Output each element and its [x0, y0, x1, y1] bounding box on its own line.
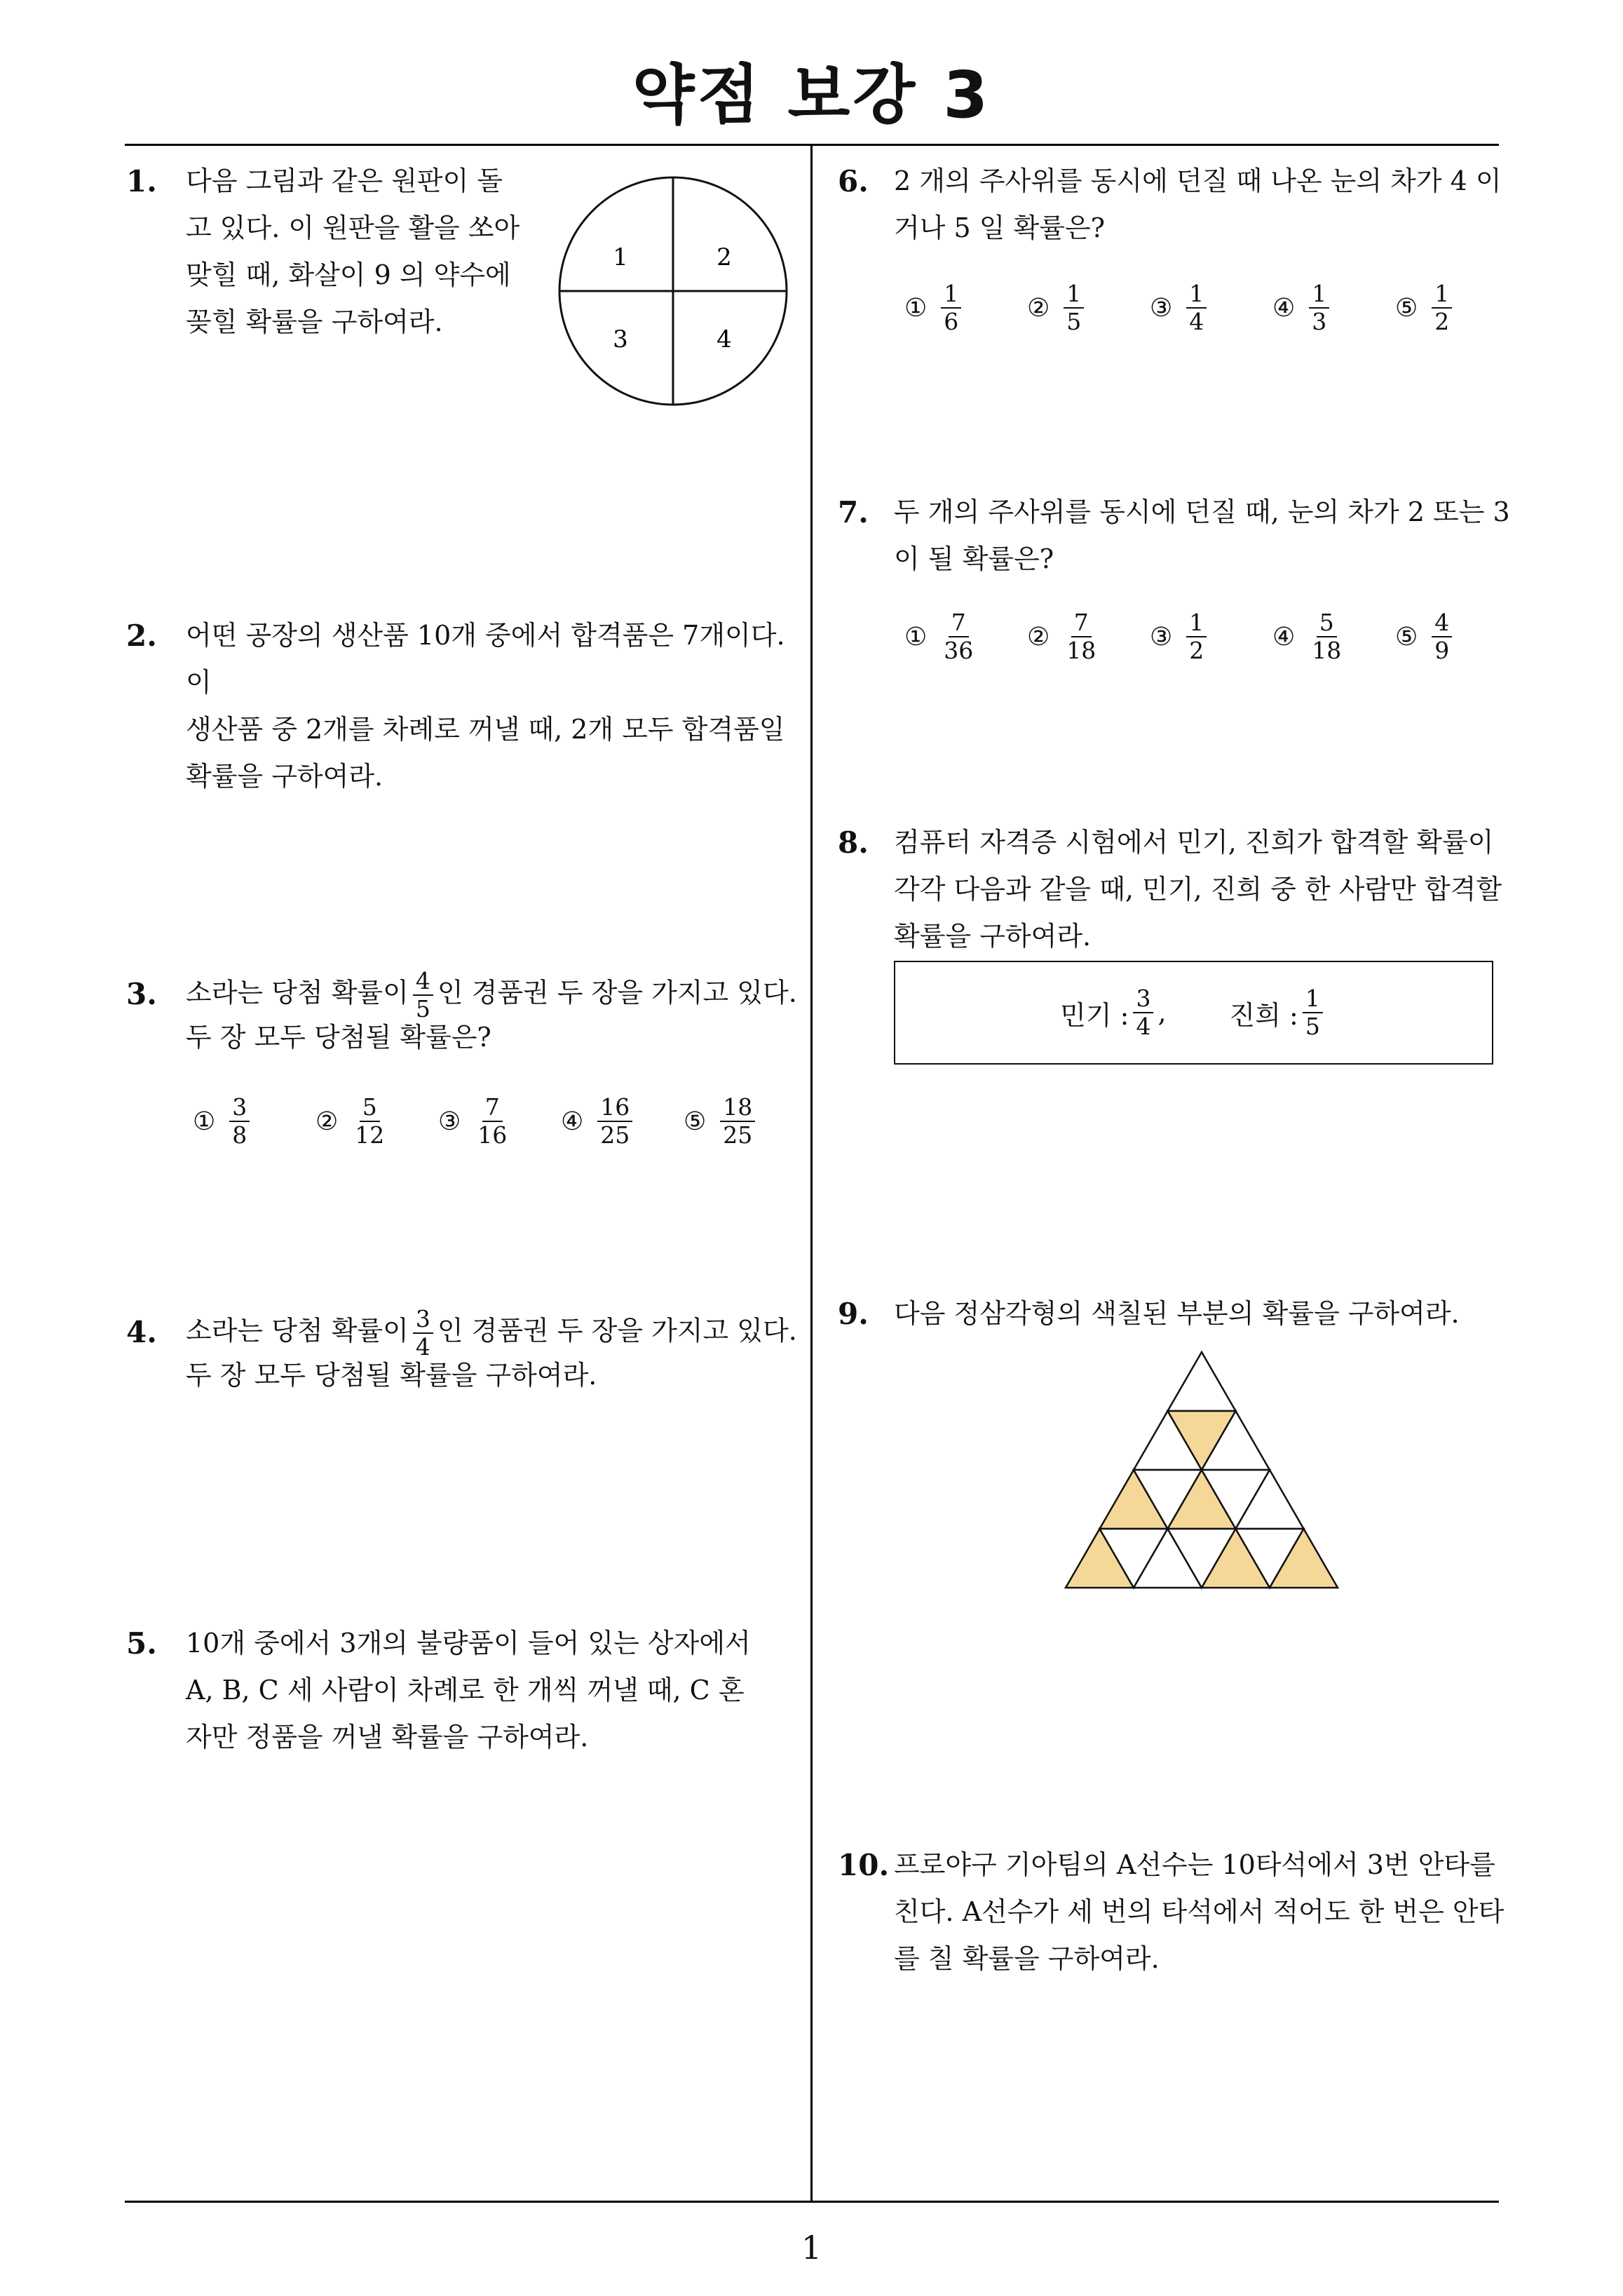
fraction: $\frac{1}{5}$: [1064, 281, 1084, 335]
text-line: 소라는 당첨 확률이 $\frac{4}{5}$ 인 경품권 두 장을 가지고 있다.: [186, 967, 797, 1022]
fraction: $\frac{1}{2}$: [1186, 609, 1207, 664]
fraction: $\frac{1}{3}$: [1309, 281, 1329, 335]
answer-choices: [904, 281, 1518, 335]
probability-box: [894, 961, 1493, 1065]
problem-number: 4.: [126, 1315, 157, 1349]
text-line: 컴퓨터 자격증 시험에서 민기, 진희가 합격할 확률이: [894, 827, 1494, 858]
choice-5[interactable]: ⑤ $\frac{18}{25}$: [684, 1094, 806, 1149]
text-line: 어떤 공장의 생산품 10개 중에서 합격품은 7개이다. 이: [186, 620, 785, 698]
text-line: 2 개의 주사위를 동시에 던질 때 나온 눈의 차가 4 이: [894, 166, 1502, 196]
text-line: 두 장 모두 당첨될 확률은?: [186, 1022, 491, 1053]
problem-text: [186, 1620, 803, 1761]
text-line: 친다. A선수가 세 번의 타석에서 적어도 한 번은 안타: [894, 1896, 1505, 1927]
problem-number: 7.: [838, 495, 869, 529]
choice-5[interactable]: ⑤ $\frac{1}{2}$: [1395, 281, 1518, 335]
fraction: $\frac{7}{36}$: [944, 609, 974, 664]
choice-2[interactable]: ② $\frac{5}{12}$: [315, 1094, 438, 1149]
answer-choices: [904, 609, 1518, 664]
text-line: 각각 다음과 같을 때, 민기, 진희 중 한 사람만 합격할: [894, 874, 1502, 905]
choice-2[interactable]: ② $\frac{1}{5}$: [1027, 281, 1150, 335]
choice-5[interactable]: ⑤ $\frac{4}{9}$: [1395, 609, 1518, 664]
choice-4[interactable]: ④ $\frac{1}{3}$: [1272, 281, 1395, 335]
disk-label: 3: [613, 325, 628, 353]
text-line: 맞힐 때, 화살이 9 의 약수에: [186, 259, 511, 290]
fraction: $\frac{1}{5}$: [1303, 985, 1323, 1040]
problem-number: 1.: [126, 164, 157, 198]
text-line: 꽂힐 확률을 구하여라.: [186, 306, 443, 337]
fraction: $\frac{3}{8}$: [229, 1094, 250, 1149]
disk-label: 1: [613, 243, 628, 271]
column-divider: [810, 144, 813, 2202]
text-line: 프로야구 기아팀의 A선수는 10타석에서 3번 안타를: [894, 1849, 1495, 1880]
problem-text: [186, 1306, 810, 1399]
fraction: $\frac{3}{4}$: [1133, 985, 1153, 1040]
fraction: $\frac{16}{25}$: [597, 1094, 632, 1149]
text-line: 다음 정삼각형의 색칠된 부분의 확률을 구하여라.: [894, 1298, 1460, 1329]
choice-2[interactable]: ② $\frac{7}{18}$: [1027, 609, 1150, 664]
triangle-figure: [1062, 1350, 1343, 1595]
disk-label: 2: [717, 243, 732, 271]
text-line: 를 칠 확률을 구하여라.: [894, 1943, 1160, 1974]
disk-figure: [554, 172, 792, 410]
problem-number: 2.: [126, 619, 157, 653]
fraction: $\frac{1}{2}$: [1432, 281, 1452, 335]
text-line: 이 될 확률은?: [894, 543, 1054, 574]
fraction: $\frac{4}{9}$: [1432, 609, 1452, 664]
problem-text: [894, 819, 1511, 960]
text-line: 생산품 중 2개를 차례로 꺼낼 때, 2개 모두 합격품일: [186, 714, 785, 745]
choice-3[interactable]: ③ $\frac{7}{16}$: [438, 1094, 561, 1149]
problem-number: 6.: [838, 164, 869, 198]
bottom-rule: [125, 2201, 1499, 2203]
fraction: $\frac{18}{25}$: [720, 1094, 755, 1149]
disk-label: 4: [717, 325, 732, 353]
problem-text: [894, 1842, 1511, 1983]
text-line: 다음 그림과 같은 원판이 돌: [186, 166, 503, 196]
text-line: 두 개의 주사위를 동시에 던질 때, 눈의 차가 2 또는 3: [894, 497, 1510, 527]
text-line: 소라는 당첨 확률이 $\frac{3}{4}$ 인 경품권 두 장을 가지고 있다.: [186, 1305, 797, 1360]
text-line: A, B, C 세 사람이 차례로 한 개씩 꺼낼 때, C 혼: [186, 1675, 745, 1706]
fraction: $\frac{7}{18}$: [1066, 609, 1096, 664]
choice-1[interactable]: ① $\frac{1}{6}$: [904, 281, 1027, 335]
problem-text: [186, 612, 803, 800]
choice-4[interactable]: ④ $\frac{16}{25}$: [561, 1094, 684, 1149]
box-label-a: 민기 :: [1060, 999, 1129, 1031]
fraction: $\frac{7}{16}$: [477, 1093, 508, 1149]
fraction: $\frac{5}{12}$: [355, 1093, 385, 1149]
choice-1[interactable]: ① $\frac{3}{8}$: [193, 1094, 315, 1149]
problem-number: 10.: [838, 1848, 890, 1882]
box-separator: ,: [1157, 997, 1167, 1028]
text-line: 고 있다. 이 원판을 활을 쏘아: [186, 212, 520, 243]
text-line: 두 장 모두 당첨될 확률을 구하여라.: [186, 1360, 597, 1391]
text-line: 확률을 구하여라.: [186, 761, 383, 792]
fraction: $\frac{4}{5}$: [413, 968, 433, 1022]
page-title: 약점 보강 3: [632, 58, 991, 133]
choice-3[interactable]: ③ $\frac{1}{4}$: [1150, 281, 1272, 335]
fraction: $\frac{5}{18}$: [1312, 609, 1342, 664]
problem-text: [894, 158, 1511, 252]
choice-1[interactable]: ① $\frac{7}{36}$: [904, 609, 1027, 664]
problem-number: 3.: [126, 977, 157, 1011]
box-label-b: 진희 :: [1229, 999, 1298, 1031]
problem-text: [894, 1290, 1511, 1337]
text-line: 10개 중에서 3개의 불량품이 들어 있는 상자에서: [186, 1628, 751, 1659]
problem-number: 9.: [838, 1297, 869, 1331]
fraction: $\frac{1}{4}$: [1186, 281, 1207, 335]
fraction: $\frac{3}{4}$: [413, 1306, 433, 1360]
fraction: $\frac{1}{6}$: [941, 281, 961, 335]
text-line: 거나 5 일 확률은?: [894, 212, 1106, 243]
problem-text: [186, 968, 810, 1061]
choice-3[interactable]: ③ $\frac{1}{2}$: [1150, 609, 1272, 664]
text-line: 확률을 구하여라.: [894, 921, 1092, 952]
problem-text: [894, 489, 1511, 583]
problem-number: 8.: [838, 825, 869, 860]
answer-choices: [193, 1094, 806, 1149]
choice-4[interactable]: ④ $\frac{5}{18}$: [1272, 609, 1395, 664]
text-line: 자만 정품을 꺼낼 확률을 구하여라.: [186, 1722, 589, 1753]
problem-number: 5.: [126, 1626, 157, 1661]
page-number: 1: [801, 2229, 822, 2267]
grid-triangle: [1168, 1352, 1236, 1411]
